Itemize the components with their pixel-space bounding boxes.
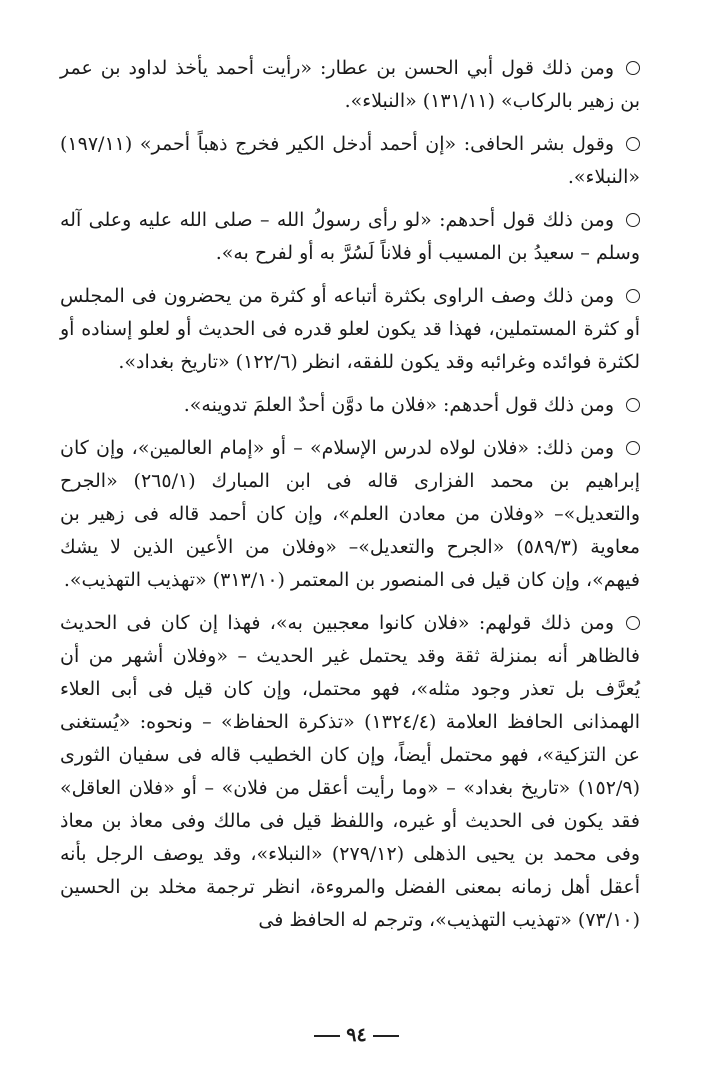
paragraph-3: [60, 204, 640, 270]
paragraph-text: ومن ذلك قول أحدهم: «فلان ما دوَّن أحدٌ العلمَ تدوينه».: [183, 394, 614, 416]
paragraph-text: ومن ذلك قولهم: «فلان كانوا معجبين به»، فهذا إن كان فى الحديث فالظاهر أنه بمنزلة ثقة وقد يحتمل غير الحديث – «وفلان أشهر من أن يُعرَّف بل تعذر وجود مثله»، فهو محتمل، وإن كان قيل فى أبى العلاء الهمذانى الحافظ العلامة (١٣٢٤/٤) «تذكرة الحفاظ» – ونحوه: «يُستغنى عن التزكية»، فهو محتمل أيضاً، وإن كان الخطيب قاله فى سفيان الثورى (١٥٢/٩) «تاريخ بغداد» – «وما رأيت أعقل من فلان» – أو «فلان العاقل» فقد يكون فى الحديث أو غيره، واللفظ قيل فى مالك وفى معاذ بن معاذ وفى محمد بن يحيى الذهلى (٢٧٩/١٢) «النبلاء»، وقد يوصف الرجل بأنه أعقل أهل زمانه بمعنى الفضل والمروءة، انظر ترجمة مخلد بن الحسين (٧٣/١٠) «تهذيب التهذيب»، وترجم له الحافظ فى: [60, 612, 640, 931]
paragraph-5: [60, 389, 640, 422]
paragraph-text: ومن ذلك وصف الراوى بكثرة أتباعه أو كثرة من يحضرون فى المجلس أو كثرة المستملين، فهذا قد يكون لعلو قدره فى الحديث أو لعلو إسناده أو لكثرة فوائده وغرائبه وقد يكون للفقه، انظر (١٢٢/٦) «تاريخ بغداد».: [60, 285, 640, 373]
circle-bullet-icon: [626, 616, 640, 630]
paragraph-4: [60, 280, 640, 379]
circle-bullet-icon: [626, 289, 640, 303]
page-number-text: ٩٤: [346, 1024, 367, 1046]
paragraph-text: ومن ذلك قول أحدهم: «لو رأى رسولُ الله – صلى الله عليه وعلى آله وسلم – سعيدُ بن المسيب أو فلاناً لَسُرَّ به أو لفرح به».: [60, 209, 640, 264]
paragraph-2: [60, 128, 640, 194]
circle-bullet-icon: [626, 441, 640, 455]
circle-bullet-icon: [626, 213, 640, 227]
circle-bullet-icon: [626, 398, 640, 412]
dash-right: [314, 1035, 340, 1037]
paragraph-1: [60, 52, 640, 118]
circle-bullet-icon: [626, 137, 640, 151]
paragraph-text: وقول بشر الحافى: «إن أحمد أدخل الكير فخرج ذهباً أحمر» (١٩٧/١١) «النبلاء».: [60, 133, 640, 188]
dash-left: [373, 1035, 399, 1037]
paragraph-6: [60, 432, 640, 597]
paragraph-text: ومن ذلك قول أبي الحسن بن عطار: «رأيت أحمد يأخذ لداود بن عمر بن زهير بالركاب» (١٣١/١١) «النبلاء».: [60, 57, 640, 112]
circle-bullet-icon: [626, 61, 640, 75]
page-number: [0, 1024, 713, 1046]
paragraph-7: [60, 607, 640, 937]
page-body: [60, 52, 640, 947]
paragraph-text: ومن ذلك: «فلان لولاه لدرس الإسلام» – أو «إمام العالمين»، وإن كان إبراهيم بن محمد الفزارى قاله فى ابن المبارك (٢٦٥/١) «الجرح والتعديل»– «وفلان من معادن العلم»، وإن كان أحمد قاله فى زهير بن معاوية (٥٨٩/٣) «الجرح والتعديل»– «وفلان من الأعين الذين لا يشك فيهم»، وإن كان قيل فى المنصور بن المعتمر (٣١٣/١٠) «تهذيب التهذيب».: [60, 437, 640, 591]
